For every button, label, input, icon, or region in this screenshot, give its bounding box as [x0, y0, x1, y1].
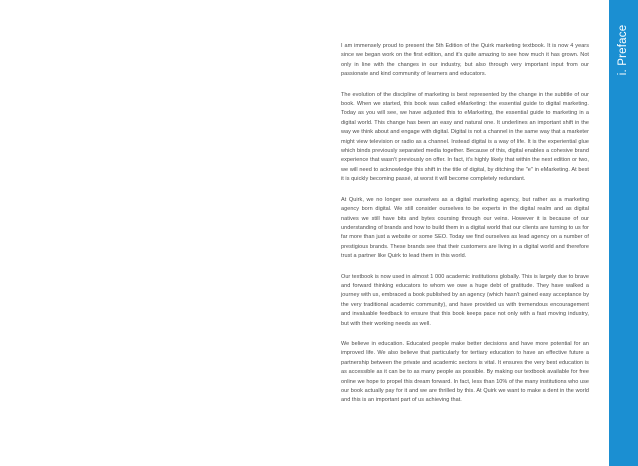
section-title: i. Preface — [617, 24, 629, 76]
section-tab — [609, 0, 638, 466]
paragraph-education: We believe in education. Educated people make better decisions and have more potential for an improved life. We also believe that particularly for tertiary education to have an effective future a partnership between the private and academic sectors is vital. It ensures the very best education is as accessible as it can be to as many people as possible. By making our textbook available for free online we hope to propel this dream forward. In fact, less than 10% of the many institutions who use our book actually pay for it and we are thrilled by this. At Quirk we want to make a dent in the world and this is an important part of us achieving that. — [341, 340, 589, 404]
paragraph-evolution: The evolution of the discipline of marketing is best represented by the change in the subtitle of our book. When we started, this book was called eMarketing: the essential guide to digital marketing. Today as you will see, we have adjusted this to eMarketing, the essential guide to marketing in a digital world. This change has been an easy and natural one. It underlines an important shift in the way we think about and engage with digital. Digital is not a channel in the same way that a marketer might view television or radio as a channel. Instead digital is a way of life. It is the experiential glue which binds previously separated media together. Because of this, digital enables a cohesive brand experience that wasn't previously on offer. In fact, it's highly likely that within the next edition or two, we will need to acknowledge this shift in the title of digital, by ditching the "e" in eMarketing. At best it is quickly becoming passé, at worst it will become completely redundant. — [341, 91, 589, 183]
paragraph-textbook-use: Our textbook is now used in almost 1 000 academic institutions globally. This is largely due to brave and forward thinking educators to whom we owe a huge debt of gratitude. They have walked a journey with us, embraced a book published by an agency (which hasn't gained easy acceptance by the very traditional academic community), and have provided us with tremendous encouragement and invaluable feedback to ensure that this book keeps pace not only with a fast moving industry, but with their working needs as well. — [341, 273, 589, 327]
paragraph-intro: I am immensely proud to present the 5th Edition of the Quirk marketing textbook. It is now 4 years since we began work on the first edition, and it's quite amazing to see how much it has grown. Not only in line with the changes in our industry, but also through very important input from our passionate and kind community of learners and educators. — [341, 43, 589, 78]
paragraph-agency: At Quirk, we no longer see ourselves as a digital marketing agency, but rather as a marketing agency born digital. We still consider ourselves to be experts in the digital realm and as digital natives we still have bits and bytes coursing through our veins. However it is because of our understanding of brands and how to build them in a digital world that our clients are turning to us for far more than just a website or some SEO. Today we find ourselves as lead agency on a number of prestigious brands. These brands see that their customers are living in a digital world and therefore trust a partner like Quirk to lead them in this world. — [341, 196, 589, 260]
preface-body — [341, 42, 589, 417]
